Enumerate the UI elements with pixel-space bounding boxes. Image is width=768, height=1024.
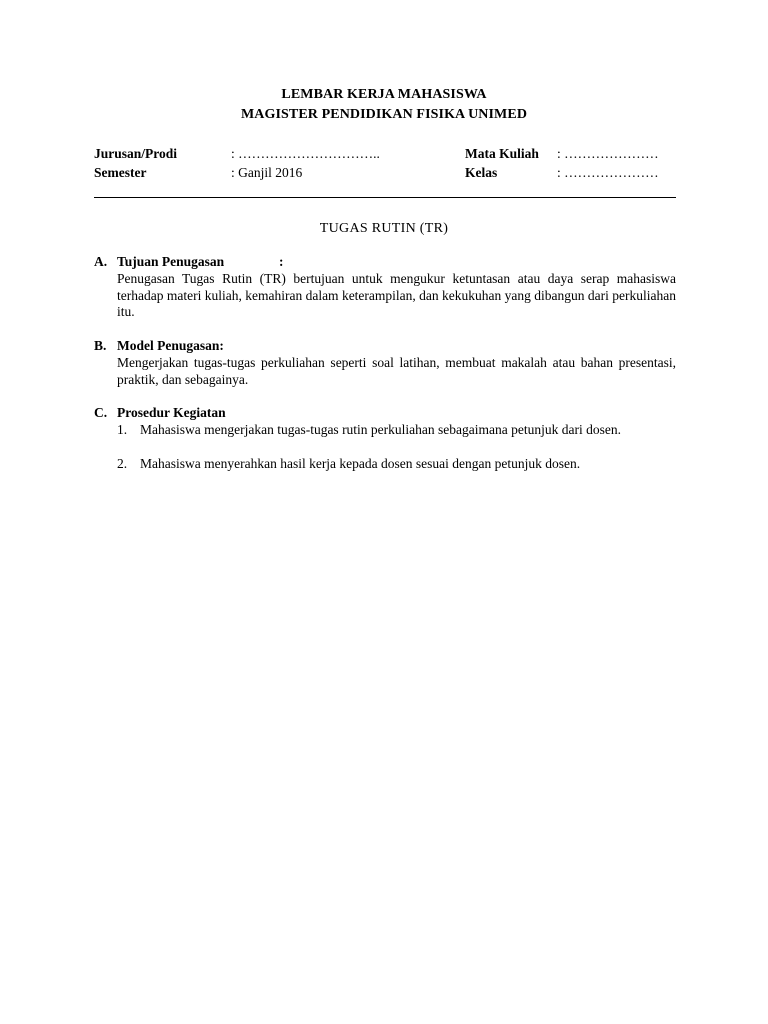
semester-value: : Ganjil 2016 xyxy=(231,165,303,180)
list-item-text: Mahasiswa menyerahkan hasil kerja kepada dosen sesuai dengan petunjuk dosen. xyxy=(140,456,581,471)
section-a-heading: Tujuan Penugasan xyxy=(117,254,225,269)
kelas-value: : ………………… xyxy=(557,165,659,180)
matakuliah-label: Mata Kuliah xyxy=(465,146,539,161)
section-c-heading: Prosedur Kegiatan xyxy=(117,405,226,420)
matakuliah-value: : ………………… xyxy=(557,146,659,161)
section-a-letter: A. xyxy=(94,254,108,269)
section-b-letter: B. xyxy=(94,338,107,353)
section-title: TUGAS RUTIN (TR) xyxy=(319,221,449,236)
kelas-label: Kelas xyxy=(465,165,498,180)
list-item-number: 2. xyxy=(117,456,128,471)
jurusan-value: : ………………………….. xyxy=(231,146,380,161)
document-title: LEMBAR KERJA MAHASISWA xyxy=(281,87,487,102)
section-a-text: Penugasan Tugas Rutin (TR) bertujuan untuk mengukur ketuntasan atau daya serap mahasiswa terhadap materi kuliah, kemahiran dalam keterampilan, dan kekukuhan yang dibangun dari perkuliahan itu. xyxy=(117,271,676,319)
list-item-text: Mahasiswa mengerjakan tugas-tugas rutin perkuliahan sebagaimana petunjuk dari dosen. xyxy=(140,422,621,437)
list-item-number: 1. xyxy=(117,422,128,437)
section-b-text: Mengerjakan tugas-tugas perkuliahan seperti soal latihan, membuat makalah atau bahan presentasi, praktik, dan sebagainya. xyxy=(117,355,676,387)
document-subtitle: MAGISTER PENDIDIKAN FISIKA UNIMED xyxy=(240,107,528,122)
section-a-colon: : xyxy=(279,254,284,269)
section-b-heading: Model Penugasan: xyxy=(117,338,224,353)
section-c-letter: C. xyxy=(94,405,108,420)
header-divider xyxy=(94,197,676,198)
jurusan-label: Jurusan/Prodi xyxy=(94,146,178,161)
semester-label: Semester xyxy=(94,165,147,180)
